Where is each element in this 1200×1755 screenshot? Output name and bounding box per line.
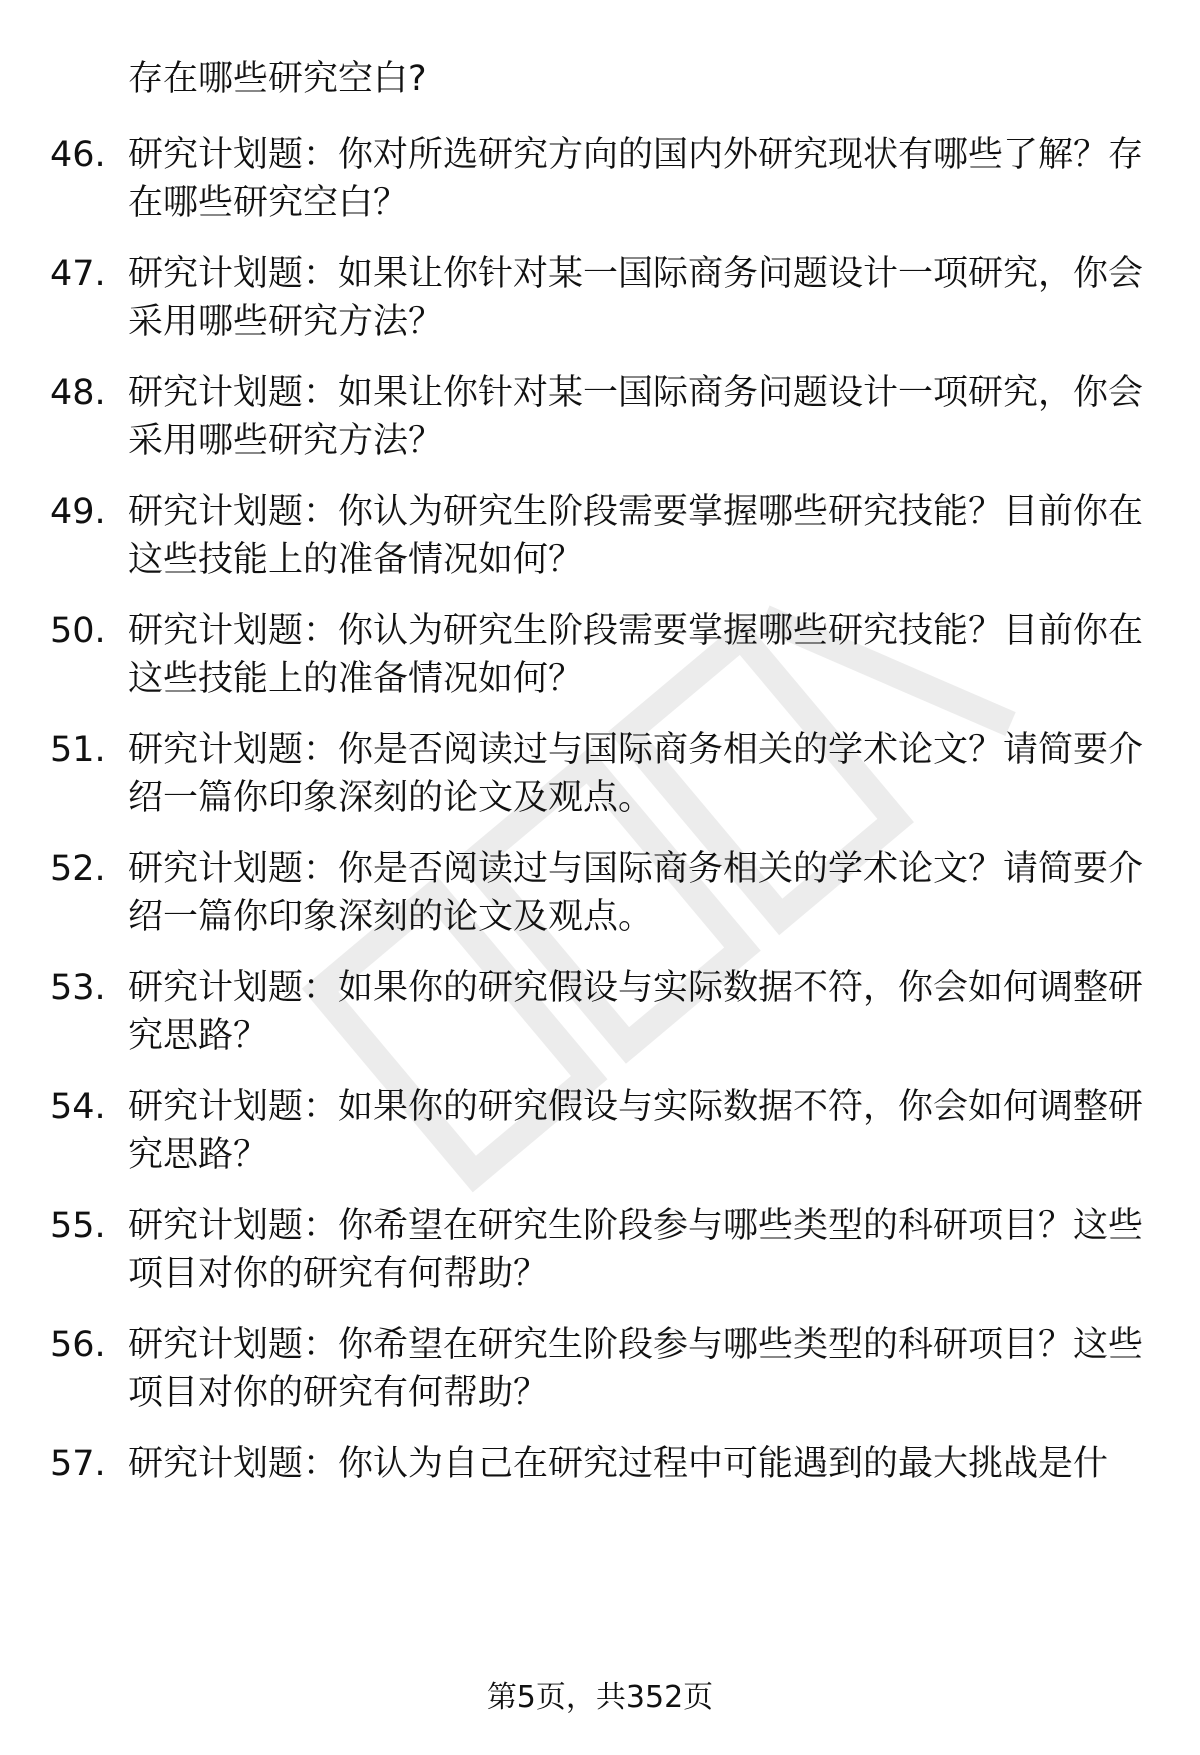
question-number: 49.: [50, 492, 106, 532]
question-text: 研究计划题：你认为研究生阶段需要掌握哪些研究技能？目前你在这些技能上的准备情况如何？: [128, 492, 1144, 580]
question-text: 研究计划题：如果让你针对某一国际商务问题设计一项研究，你会采用哪些研究方法？: [128, 373, 1144, 461]
question-text: 研究计划题：你认为自己在研究过程中可能遇到的最大挑战是什: [128, 1444, 1109, 1484]
question-text: 研究计划题：如果你的研究假设与实际数据不符，你会如何调整研究思路？: [128, 968, 1144, 1056]
page-footer: 第5页，共352页: [486, 1680, 714, 1715]
question-text: 研究计划题：你希望在研究生阶段参与哪些类型的科研项目？这些项目对你的研究有何帮助？: [128, 1325, 1144, 1413]
question-number: 57.: [50, 1444, 106, 1484]
question-number: 47.: [50, 254, 106, 294]
question-number: 55.: [50, 1206, 106, 1246]
question-text: 研究计划题：你是否阅读过与国际商务相关的学术论文？请简要介绍一篇你印象深刻的论文及观点。: [128, 849, 1144, 937]
question-text: 研究计划题：你认为研究生阶段需要掌握哪些研究技能？目前你在这些技能上的准备情况如何？: [128, 611, 1144, 699]
question-text: 研究计划题：如果你的研究假设与实际数据不符，你会如何调整研究思路？: [128, 1087, 1144, 1175]
question-number: 52.: [50, 849, 106, 889]
question-text: 研究计划题：你对所选研究方向的国内外研究现状有哪些了解？存在哪些研究空白？: [128, 135, 1144, 223]
question-text: 研究计划题：你希望在研究生阶段参与哪些类型的科研项目？这些项目对你的研究有何帮助？: [128, 1206, 1144, 1294]
question-number: 56.: [50, 1325, 106, 1365]
question-number: 50.: [50, 611, 106, 651]
question-number: 53.: [50, 968, 106, 1008]
question-number: 51.: [50, 730, 106, 770]
question-text: 研究计划题：你是否阅读过与国际商务相关的学术论文？请简要介绍一篇你印象深刻的论文及观点。: [128, 730, 1144, 818]
question-number: 48.: [50, 373, 106, 413]
continuation-text: 存在哪些研究空白?: [128, 59, 427, 99]
question-number: 46.: [50, 135, 106, 175]
question-number: 54.: [50, 1087, 106, 1127]
question-text: 研究计划题：如果让你针对某一国际商务问题设计一项研究，你会采用哪些研究方法？: [128, 254, 1144, 342]
